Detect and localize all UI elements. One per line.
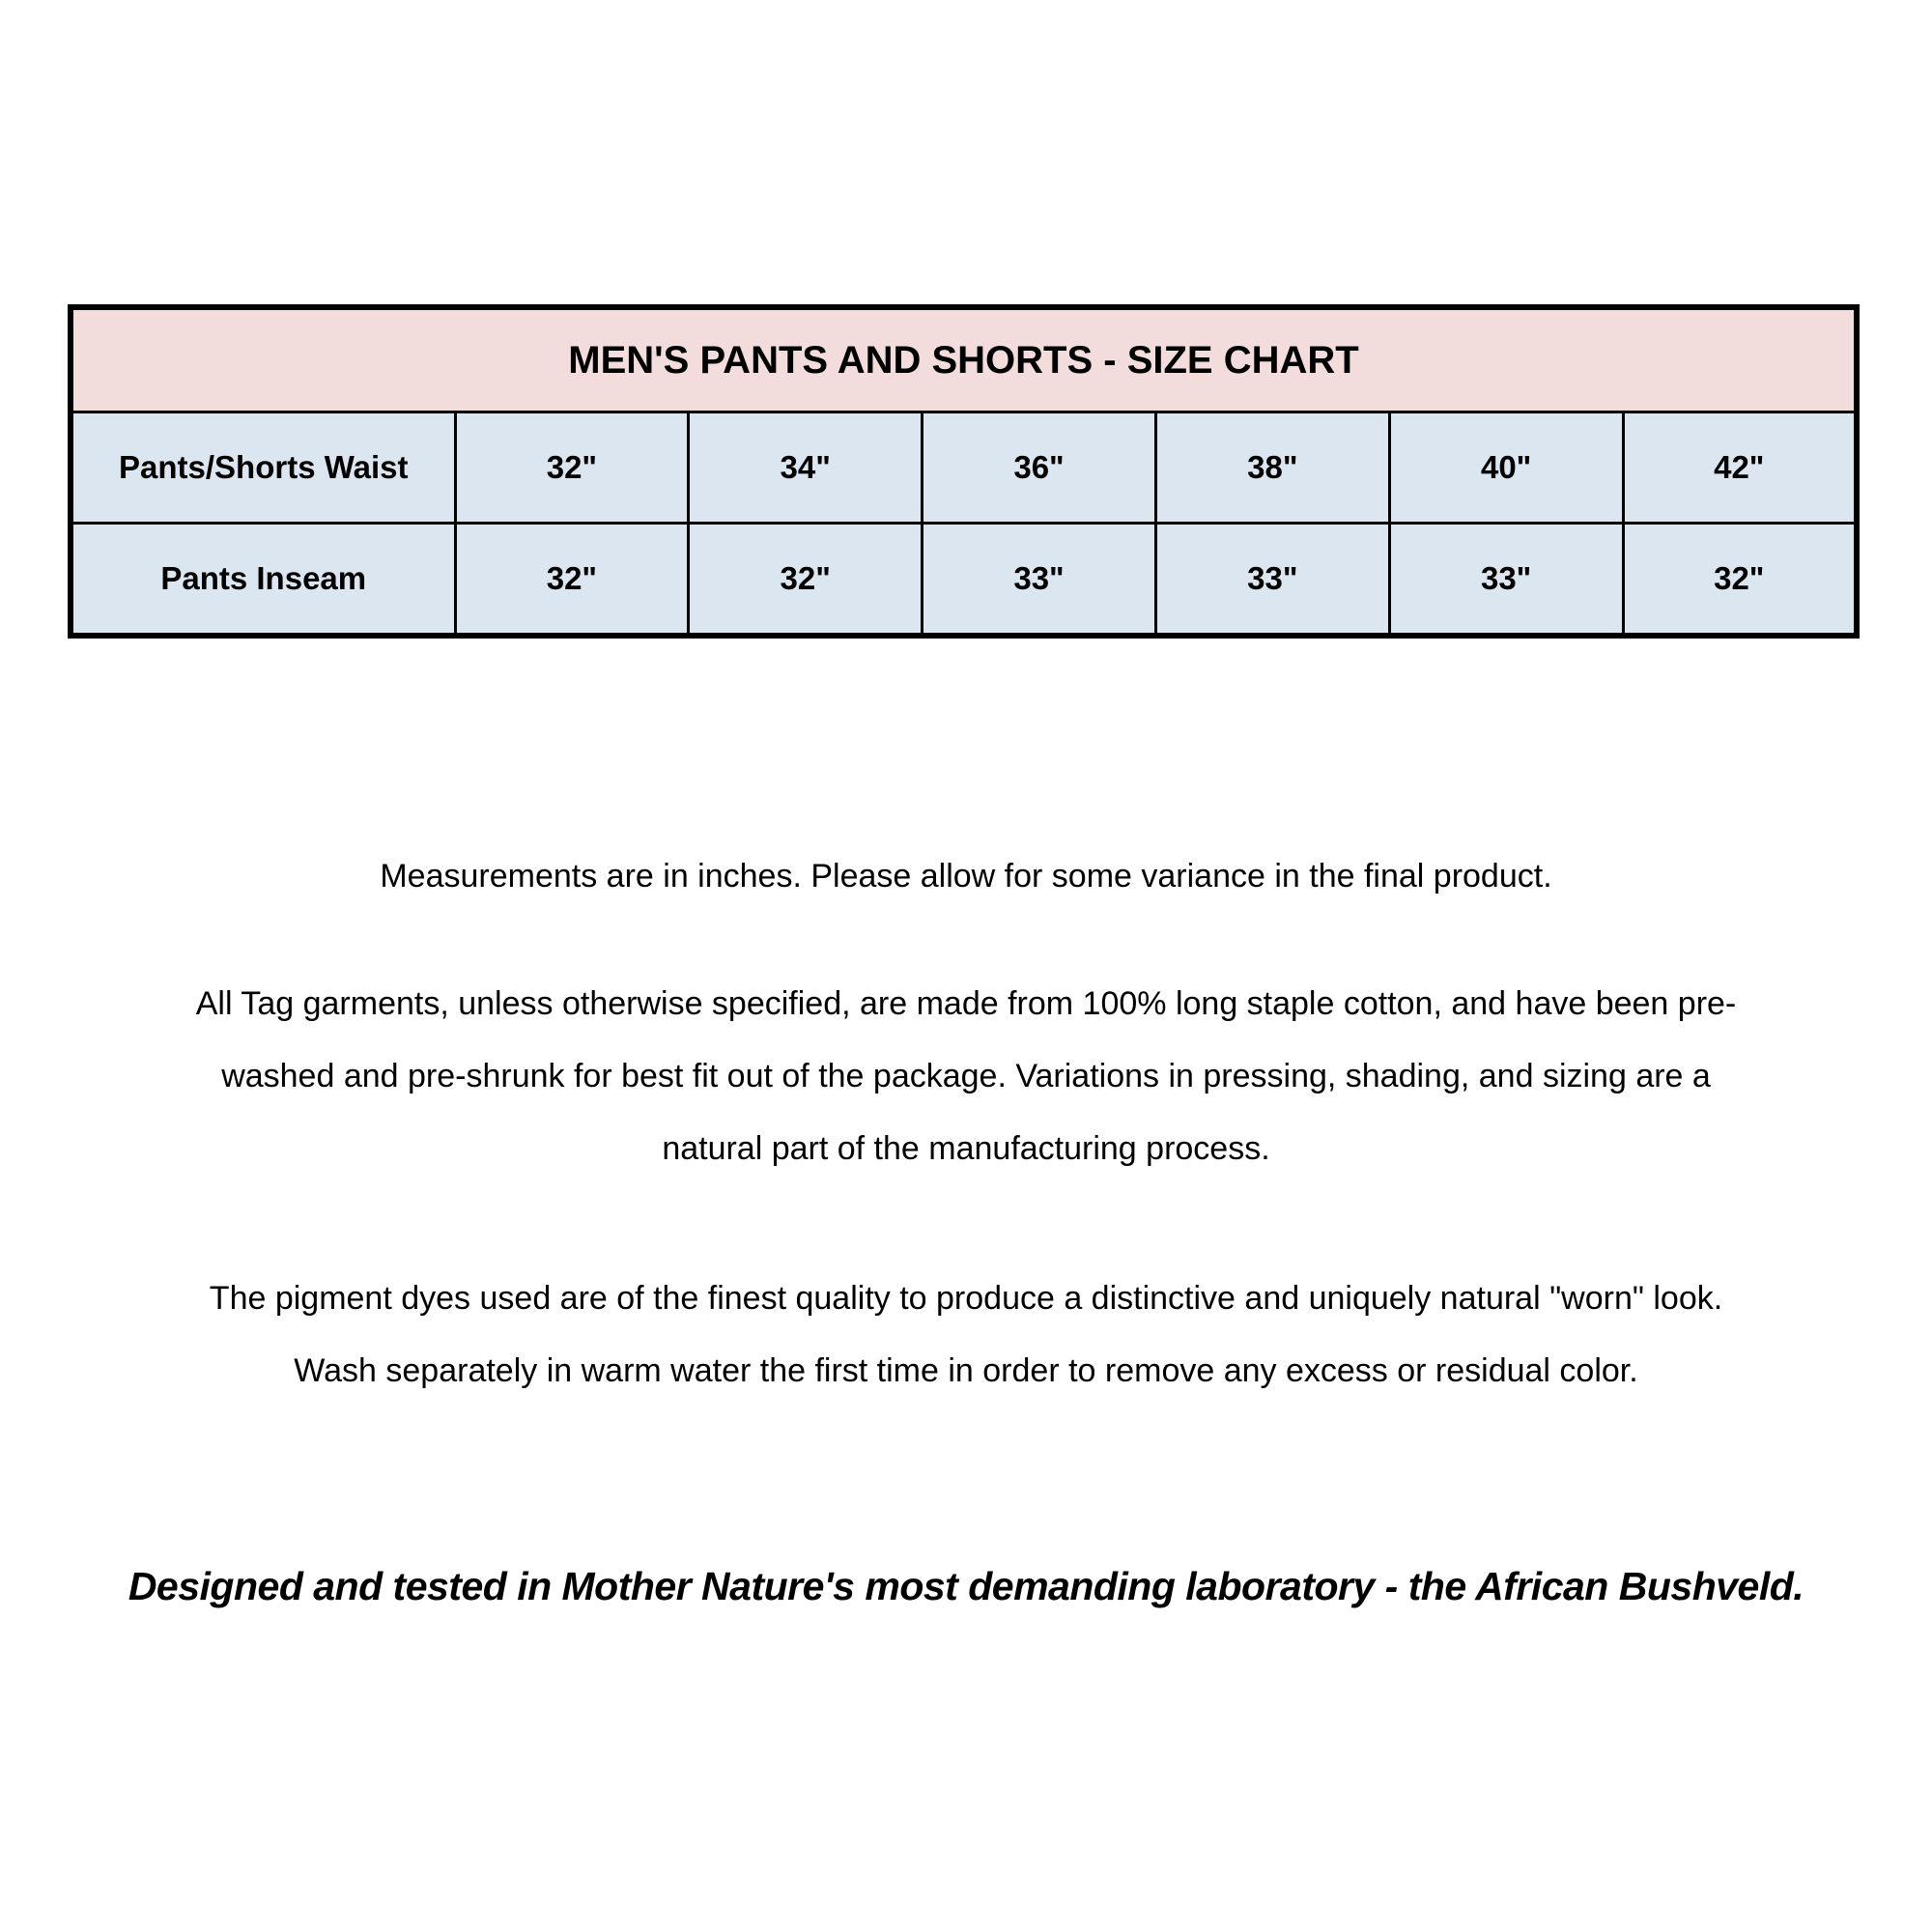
inseam-value-cell: 32" [1623, 524, 1857, 637]
waist-value-cell: 34" [689, 412, 923, 524]
table-row-waist [71, 412, 1857, 524]
waist-value-cell: 40" [1389, 412, 1623, 524]
text-line: Wash separately in warm water the first time in order to remove any excess or residual color. [294, 1352, 1638, 1389]
text-line: washed and pre-shrunk for best fit out of the package. Variations in pressing, shading, and sizing are a [221, 1058, 1711, 1094]
waist-value-cell: 36" [923, 412, 1156, 524]
waist-value-cell: 32" [455, 412, 689, 524]
waist-value-cell: 38" [1155, 412, 1389, 524]
waist-value-cell: 42" [1623, 412, 1857, 524]
inseam-value-cell: 32" [689, 524, 923, 637]
text-line: natural part of the manufacturing process. [662, 1130, 1270, 1167]
text-line: All Tag garments, unless otherwise specified, are made from 100% long staple cotton, and have been pre- [195, 985, 1737, 1022]
table-row-inseam [71, 524, 1857, 637]
text-line: Measurements are in inches. Please allow for some variance in the final product. [380, 858, 1552, 895]
row-label-inseam: Pants Inseam [71, 524, 455, 637]
inseam-value-cell: 33" [1155, 524, 1389, 637]
table-title-row [71, 307, 1857, 412]
table-title: MEN'S PANTS AND SHORTS - SIZE CHART [71, 307, 1857, 412]
inseam-value-cell: 33" [923, 524, 1156, 637]
note-measurements [77, 840, 1855, 913]
note-care [77, 1263, 1855, 1407]
row-label-waist: Pants/Shorts Waist [71, 412, 455, 524]
note-fabric [77, 968, 1855, 1185]
brand-tagline: Designed and tested in Mother Nature's most demanding laboratory - the African Bushveld. [128, 1564, 1804, 1608]
inseam-value-cell: 32" [455, 524, 689, 637]
size-chart-table [68, 304, 1860, 639]
inseam-value-cell: 33" [1389, 524, 1623, 637]
text-line: The pigment dyes used are of the finest quality to produce a distinctive and uniquely natural "worn" look. [209, 1280, 1723, 1317]
